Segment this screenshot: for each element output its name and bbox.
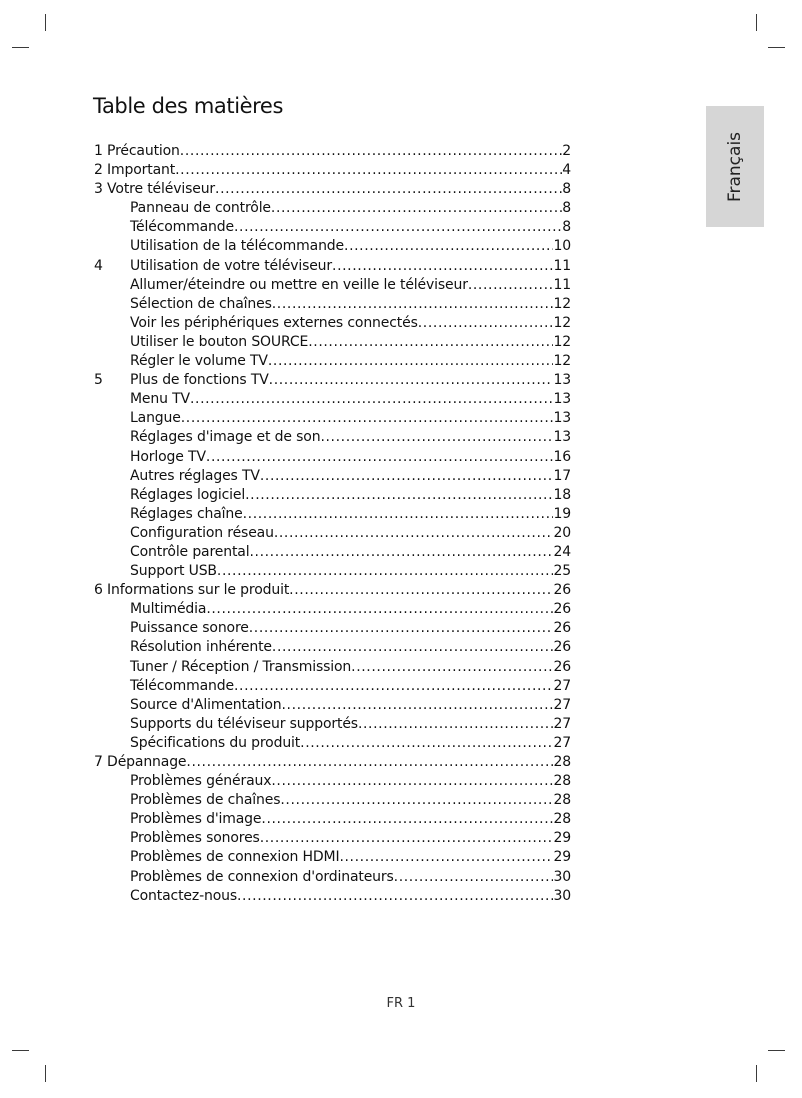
toc-entry-line — [130, 715, 571, 734]
toc-entry-line — [130, 734, 571, 753]
toc-page-number: 12 — [553, 295, 571, 312]
toc-page-number: 29 — [553, 849, 571, 866]
page-title: Table des matières — [93, 94, 283, 118]
toc-entry-line — [130, 314, 571, 333]
toc-entry-line — [130, 600, 571, 619]
toc-page-number: 16 — [553, 448, 571, 465]
toc-page-number: 27 — [553, 696, 571, 713]
toc-dot-leader — [243, 505, 554, 524]
toc-entry-line — [130, 677, 571, 696]
toc-dot-leader — [249, 619, 554, 638]
toc-entry[interactable] — [94, 524, 571, 543]
toc-dot-leader — [245, 486, 553, 505]
toc-entry-title: Langue — [130, 410, 181, 427]
toc-dot-leader — [268, 352, 554, 371]
toc-entry[interactable] — [94, 142, 571, 161]
toc-entry-line — [130, 199, 571, 218]
toc-entry-line — [130, 276, 571, 295]
toc-entry-line — [94, 142, 571, 161]
toc-dot-leader — [274, 524, 554, 543]
toc-page-number: 24 — [553, 543, 571, 560]
toc-entry-title: Contactez-nous — [130, 887, 237, 904]
toc-page-number: 20 — [553, 524, 571, 541]
toc-entry[interactable] — [94, 390, 571, 409]
toc-dot-leader — [289, 581, 553, 600]
toc-entry-title: Utiliser le bouton SOURCE — [130, 333, 309, 350]
toc-entry-title: Réglages chaîne — [130, 505, 243, 522]
toc-entry-title: Allumer/éteindre ou mettre en veille le téléviseur — [130, 276, 468, 293]
toc-dot-leader — [234, 677, 554, 696]
toc-entry-title: Problèmes sonores — [130, 830, 260, 847]
toc-entry-line — [130, 658, 571, 677]
toc-page-number: 11 — [553, 276, 571, 293]
toc-entry-title: 7 Dépannage — [94, 754, 187, 770]
toc-entry[interactable] — [94, 448, 571, 467]
toc-entry-line — [130, 543, 571, 562]
toc-entry-line — [94, 581, 571, 600]
toc-page-number: 28 — [553, 773, 571, 790]
toc-page-number: 27 — [553, 677, 571, 694]
toc-dot-leader — [206, 600, 553, 619]
toc-entry-line — [130, 848, 571, 867]
toc-page-number: 26 — [553, 639, 571, 656]
toc-entry[interactable] — [94, 257, 571, 276]
toc-entry[interactable] — [94, 199, 571, 218]
toc-entry-title: Utilisation de votre téléviseur — [130, 257, 333, 274]
toc-dot-leader — [358, 715, 554, 734]
toc-dot-leader — [206, 448, 554, 467]
toc-entry[interactable] — [94, 753, 571, 772]
toc-page-number: 13 — [553, 429, 571, 446]
toc-entry[interactable] — [94, 486, 571, 505]
toc-entry-line — [130, 810, 571, 829]
crop-mark-top-left-vertical — [45, 14, 46, 31]
toc-dot-leader — [186, 753, 553, 772]
toc-dot-leader — [237, 887, 553, 906]
toc-entry[interactable] — [94, 295, 571, 314]
toc-entry[interactable] — [94, 868, 571, 887]
toc-entry[interactable] — [94, 581, 571, 600]
toc-page-number: 18 — [553, 486, 571, 503]
toc-dot-leader — [175, 161, 562, 180]
toc-entry[interactable] — [94, 371, 571, 390]
toc-entry[interactable] — [94, 314, 571, 333]
toc-entry-title: Problèmes de chaînes — [130, 792, 281, 809]
toc-dot-leader — [308, 333, 553, 352]
crop-mark-bottom-right-vertical — [756, 1065, 757, 1082]
crop-mark-bottom-left-horizontal — [12, 1050, 29, 1051]
toc-entry-line — [130, 237, 571, 256]
toc-entry[interactable] — [94, 638, 571, 657]
toc-entry[interactable] — [94, 810, 571, 829]
toc-page-number: 11 — [553, 257, 571, 274]
page-number-footer: FR 1 — [386, 996, 416, 1011]
toc-page-number: 26 — [553, 658, 571, 675]
toc-page-number: 29 — [553, 830, 571, 847]
toc-entry-line — [130, 562, 571, 581]
toc-dot-leader — [271, 199, 562, 218]
toc-entry[interactable] — [94, 600, 571, 619]
toc-entry-line — [130, 448, 571, 467]
toc-entry[interactable] — [94, 887, 571, 906]
toc-entry[interactable] — [94, 333, 571, 352]
toc-entry-line — [130, 467, 571, 486]
toc-page-number: 13 — [553, 372, 571, 389]
toc-dot-leader — [234, 218, 562, 237]
toc-page-number: 30 — [553, 868, 571, 885]
toc-entry[interactable] — [94, 658, 571, 677]
toc-entry[interactable] — [94, 161, 571, 180]
toc-entry-title: Sélection de chaînes — [130, 295, 272, 312]
toc-entry[interactable] — [94, 715, 571, 734]
toc-page-number: 13 — [553, 391, 571, 408]
toc-entry-title: Supports du téléviseur supportés — [130, 715, 358, 732]
toc-entry-line — [130, 295, 571, 314]
crop-mark-bottom-left-vertical — [45, 1065, 46, 1082]
toc-dot-leader — [344, 237, 553, 256]
toc-entry[interactable] — [94, 772, 571, 791]
toc-dot-leader — [282, 696, 554, 715]
toc-entry[interactable] — [94, 218, 571, 237]
toc-entry-title: Résolution inhérente — [130, 639, 272, 656]
toc-dot-leader — [260, 829, 554, 848]
crop-mark-bottom-right-horizontal — [768, 1050, 785, 1051]
toc-entry-line — [130, 352, 571, 371]
toc-entry-title: Tuner / Réception / Transmission — [130, 658, 352, 675]
toc-entry[interactable] — [94, 677, 571, 696]
toc-entry-line — [94, 753, 571, 772]
toc-entry[interactable] — [94, 352, 571, 371]
toc-entry-line — [130, 887, 571, 906]
toc-entry-title: Télécommande — [130, 677, 234, 694]
toc-dot-leader — [320, 428, 553, 447]
toc-dot-leader — [332, 257, 553, 276]
toc-page-number: 27 — [553, 715, 571, 732]
toc-entry-title: Puissance sonore — [130, 620, 249, 637]
toc-entry-line — [130, 619, 571, 638]
toc-entry-title: Spécifications du produit — [130, 734, 301, 751]
toc-entry-title: Régler le volume TV — [130, 353, 268, 370]
toc-page-number: 12 — [553, 333, 571, 350]
toc-entry-line — [130, 505, 571, 524]
toc-dot-leader — [261, 810, 553, 829]
toc-page-number: 25 — [553, 563, 571, 580]
toc-dot-leader — [300, 734, 553, 753]
toc-dot-leader — [468, 276, 554, 295]
toc-entry[interactable] — [94, 696, 571, 715]
toc-entry-title: Problèmes de connexion HDMI — [130, 849, 340, 866]
toc-entry-line — [130, 486, 571, 505]
toc-dot-leader — [272, 638, 554, 657]
toc-entry[interactable] — [94, 562, 571, 581]
toc-entry[interactable] — [94, 829, 571, 848]
toc-entry-title: Réglages d'image et de son — [130, 429, 321, 446]
toc-dot-leader — [260, 467, 554, 486]
toc-dot-leader — [269, 371, 554, 390]
toc-entry[interactable] — [94, 505, 571, 524]
toc-dot-leader — [339, 848, 553, 867]
toc-entry[interactable] — [94, 543, 571, 562]
toc-entry[interactable] — [94, 237, 571, 256]
toc-dot-leader — [272, 295, 554, 314]
toc-dot-leader — [217, 562, 554, 581]
toc-entry-title: Problèmes de connexion d'ordinateurs — [130, 868, 394, 885]
toc-page-number: 8 — [562, 181, 571, 198]
toc-page-number: 2 — [562, 143, 571, 159]
toc-entry-line — [130, 638, 571, 657]
toc-page-number: 17 — [553, 467, 571, 484]
toc-entry[interactable] — [94, 428, 571, 447]
toc-page-number: 28 — [553, 811, 571, 828]
toc-entry-title: Configuration réseau — [130, 524, 274, 541]
toc-entry-title: 6 Informations sur le produit — [94, 582, 290, 599]
toc-entry-title: 1 Précaution — [94, 143, 180, 159]
toc-page-number: 28 — [553, 792, 571, 809]
toc-dot-leader — [190, 390, 554, 409]
language-tab — [706, 106, 764, 227]
table-of-contents — [94, 142, 571, 906]
toc-page-number: 19 — [553, 505, 571, 522]
toc-entry[interactable] — [94, 619, 571, 638]
toc-dot-leader — [271, 772, 553, 791]
toc-page-number: 8 — [562, 219, 571, 236]
toc-entry-title: Voir les périphériques externes connectés — [130, 314, 418, 331]
toc-entry-line — [130, 524, 571, 543]
toc-entry-line — [130, 696, 571, 715]
toc-dot-leader — [181, 409, 554, 428]
toc-entry-line — [130, 390, 571, 409]
toc-entry-title: Menu TV — [130, 391, 190, 408]
toc-entry-title: Horloge TV — [130, 448, 206, 465]
toc-entry-line — [130, 868, 571, 887]
toc-entry[interactable] — [94, 180, 571, 199]
toc-page-number: 26 — [553, 582, 571, 599]
toc-dot-leader — [280, 791, 553, 810]
crop-mark-top-left-horizontal — [12, 47, 29, 48]
toc-entry-title: Source d'Alimentation — [130, 696, 282, 713]
toc-entry-title: Réglages logiciel — [130, 486, 246, 503]
toc-entry-title: Utilisation de la télécommande — [130, 238, 345, 255]
toc-chapter-number: 5 — [94, 372, 103, 389]
toc-page-number: 12 — [553, 314, 571, 331]
toc-page-number: 30 — [553, 887, 571, 904]
toc-entry-title: 3 Votre téléviseur — [94, 181, 216, 198]
toc-entry-line — [130, 409, 571, 428]
toc-entry[interactable] — [94, 791, 571, 810]
toc-entry[interactable] — [94, 848, 571, 867]
toc-entry-title: Support USB — [130, 563, 217, 580]
toc-entry-title: 2 Important — [94, 162, 176, 179]
toc-page-number: 27 — [553, 734, 571, 751]
toc-entry-title: Télécommande — [130, 219, 234, 236]
toc-entry-line — [130, 371, 571, 390]
toc-entry[interactable] — [94, 467, 571, 486]
toc-entry-title: Problèmes d'image — [130, 811, 262, 828]
toc-entry[interactable] — [94, 409, 571, 428]
toc-entry-line — [130, 428, 571, 447]
toc-page-number: 4 — [562, 162, 571, 179]
toc-page-number: 26 — [553, 620, 571, 637]
toc-dot-leader — [351, 658, 553, 677]
toc-entry-line — [94, 161, 571, 180]
toc-page-number: 12 — [553, 353, 571, 370]
toc-page-number: 10 — [553, 238, 571, 255]
toc-dot-leader — [394, 868, 554, 887]
toc-page-number: 13 — [553, 410, 571, 427]
toc-entry-title: Multimédia — [130, 601, 207, 618]
toc-entry-title: Plus de fonctions TV — [130, 372, 269, 389]
crop-mark-top-right-vertical — [756, 14, 757, 31]
toc-dot-leader — [249, 543, 553, 562]
toc-dot-leader — [418, 314, 554, 333]
toc-entry-line — [130, 829, 571, 848]
language-tab-label: Français — [725, 131, 745, 202]
toc-entry-line — [130, 772, 571, 791]
toc-dot-leader — [180, 142, 562, 161]
toc-chapter-number: 4 — [94, 257, 103, 274]
toc-entry[interactable] — [94, 734, 571, 753]
toc-entry-title: Problèmes généraux — [130, 773, 272, 790]
toc-entry-line — [130, 257, 571, 276]
toc-entry-title: Panneau de contrôle — [130, 200, 271, 217]
toc-page-number: 8 — [562, 200, 571, 217]
toc-page-number: 26 — [553, 601, 571, 618]
toc-entry-line — [130, 791, 571, 810]
toc-page-number: 28 — [553, 754, 571, 770]
toc-entry-title: Autres réglages TV — [130, 467, 260, 484]
toc-entry[interactable] — [94, 276, 571, 295]
crop-mark-top-right-horizontal — [768, 47, 785, 48]
toc-entry-line — [94, 180, 571, 199]
toc-entry-line — [130, 218, 571, 237]
toc-dot-leader — [215, 180, 562, 199]
toc-entry-title: Contrôle parental — [130, 543, 250, 560]
toc-entry-line — [130, 333, 571, 352]
